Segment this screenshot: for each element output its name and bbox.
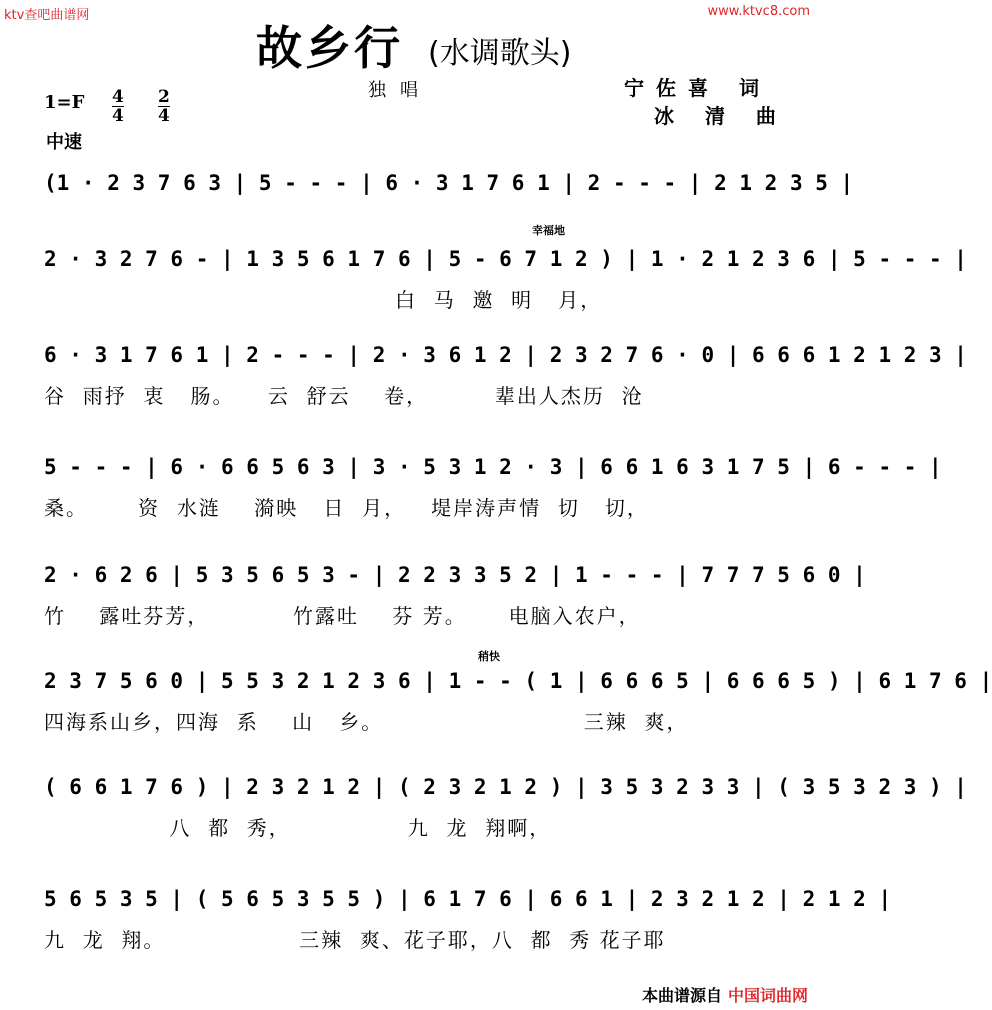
composer-credit: 冰 清 曲 bbox=[654, 104, 788, 128]
music-system-1 bbox=[44, 168, 854, 208]
notation-line: 5 - - - | 6 · 6 6 5 6 3 | 3 · 5 3 1 2 · 3 | 6 6 1 6 3 1 7 5 | 6 - - - | bbox=[44, 455, 942, 479]
watermark-left: ktv查吧曲谱网 bbox=[4, 8, 90, 23]
tempo-marking: 中速 bbox=[46, 132, 82, 153]
time-sig-2-numerator: 2 bbox=[158, 87, 170, 107]
lyrics-line: 谷 雨抒 衷 肠。 云 舒云 卷， 辈出人杰历 沧 bbox=[44, 384, 644, 408]
notation-line: 6 · 3 1 7 6 1 | 2 - - - | 2 · 3 6 1 2 | 2 3 2 7 6 · 0 | 6 6 6 1 2 1 2 3 | bbox=[44, 343, 967, 367]
music-system-8 bbox=[44, 884, 892, 953]
song-title: 故乡行 bbox=[256, 21, 403, 75]
lyrics-line: 八 都 秀， 九 龙 翔啊， bbox=[44, 816, 552, 840]
key-signature: 1=F bbox=[44, 92, 85, 113]
notation-line: (1 · 2 3 7 6 3 | 5 - - - | 6 · 3 1 7 6 1 | 2 - - - | 2 1 2 3 5 | bbox=[44, 171, 854, 195]
time-sig-1-numerator: 4 bbox=[112, 87, 124, 107]
notation-line: 2 · 3 2 7 6 - | 1 3 5 6 1 7 6 | 5 - 6 7 1 2 ) | 1 · 2 1 2 3 6 | 5 - - - | bbox=[44, 247, 967, 271]
song-subtitle: (水调歌头) bbox=[428, 36, 572, 71]
notation-line: 2 · 6 2 6 | 5 3 5 6 5 3 - | 2 2 3 3 5 2 | 1 - - - | 7 7 7 5 6 0 | bbox=[44, 563, 866, 587]
music-system-4 bbox=[44, 452, 942, 521]
lyricist-credit: 宁佐喜 词 bbox=[624, 76, 771, 100]
music-system-6 bbox=[44, 666, 992, 735]
lyrics-line: 白 马 邀 明 月， bbox=[44, 288, 603, 312]
time-signature-1 bbox=[112, 88, 124, 125]
notation-line: ( 6 6 1 7 6 ) | 2 3 2 1 2 | ( 2 3 2 1 2 ) | 3 5 3 2 3 3 | ( 3 5 3 2 3 ) | bbox=[44, 775, 967, 799]
lyrics-line: 竹 露吐芬芳， 竹露吐 芬 芳。 电脑入农户， bbox=[44, 604, 641, 628]
music-system-3 bbox=[44, 340, 967, 409]
footer-source-label: 本曲谱源自 bbox=[641, 986, 722, 1005]
notation-line: 2 3 7 5 6 0 | 5 5 3 2 1 2 3 6 | 1 - - ( 1 | 6 6 6 5 | 6 6 6 5 ) | 6 1 7 6 | bbox=[44, 669, 992, 693]
time-sig-1-denominator: 4 bbox=[112, 106, 124, 126]
music-system-2 bbox=[44, 244, 967, 313]
expression-marking-1: 幸福地 bbox=[532, 224, 565, 237]
performance-type: 独唱 bbox=[368, 80, 432, 101]
music-system-5 bbox=[44, 560, 866, 629]
time-signature-2 bbox=[158, 88, 170, 125]
watermark-right: www.ktvc8.com bbox=[707, 4, 810, 19]
lyrics-line: 桑。 资 水涟 漪映 日 月， 堤岸涛声情 切 切， bbox=[44, 496, 649, 520]
music-system-7 bbox=[44, 772, 967, 841]
lyrics-line: 四海系山乡，四海 系 山 乡。 三辣 爽， bbox=[44, 710, 689, 734]
footer-site-name: 中国词曲网 bbox=[727, 986, 808, 1005]
notation-line: 5 6 5 3 5 | ( 5 6 5 3 5 5 ) | 6 1 7 6 | 6 6 1 | 2 3 2 1 2 | 2 1 2 | bbox=[44, 887, 892, 911]
source-footer bbox=[642, 983, 808, 1006]
time-sig-2-denominator: 4 bbox=[158, 106, 170, 126]
lyrics-line: 九 龙 翔。 三辣 爽、花子耶，八 都 秀 花子耶 bbox=[44, 928, 666, 952]
expression-marking-2: 稍快 bbox=[478, 650, 500, 663]
